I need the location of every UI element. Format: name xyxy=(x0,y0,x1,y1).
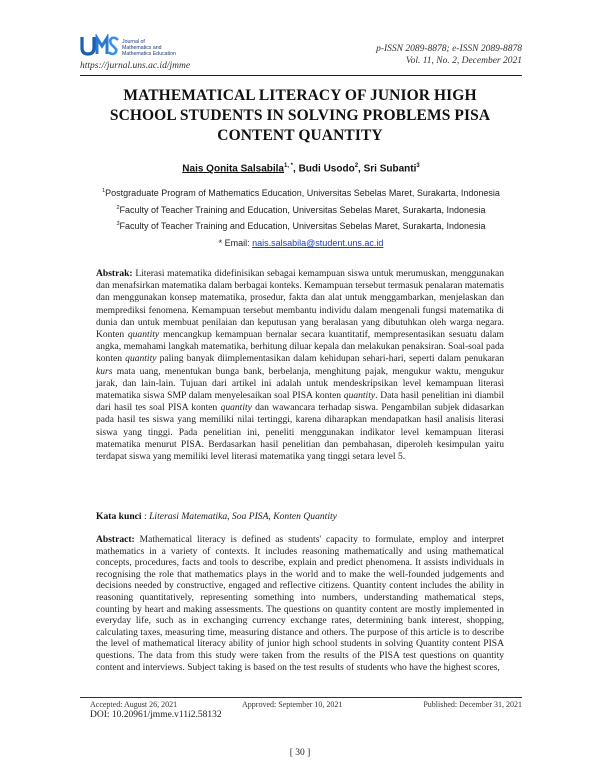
footer-divider xyxy=(80,697,522,698)
title-line: SCHOOL STUDENTS IN SOLVING PROBLEMS PISA xyxy=(109,107,491,124)
accepted-date: Accepted: August 26, 2021 xyxy=(90,700,178,709)
journal-logo xyxy=(80,34,200,62)
author-list xyxy=(80,163,522,174)
title-line: CONTENT QUANTITY xyxy=(217,127,383,144)
abstract-label: Abstract: xyxy=(96,534,135,545)
abstrak-italic: kurs xyxy=(96,365,113,377)
author-sup: 3 xyxy=(416,163,420,169)
volume-line: Vol. 11, No. 2, December 2021 xyxy=(405,56,522,66)
title-line: MATHEMATICAL LITERACY OF JUNIOR HIGH xyxy=(123,87,477,104)
abstract-paragraph xyxy=(96,534,504,696)
author-sup: 1, * xyxy=(284,163,294,169)
abstrak-italic: quantity xyxy=(127,329,160,341)
affiliation-text: Faculty of Teacher Training and Education, Universitas Sebelas Maret, Surakarta, Indonesia xyxy=(119,221,486,231)
abstrak-italic: quantity xyxy=(125,353,157,365)
kata-kunci-label: Kata kunci xyxy=(96,511,142,522)
email-label: * Email: xyxy=(218,238,253,248)
abstrak-paragraph xyxy=(96,268,504,463)
issn-line: p-ISSN 2089-8878; e-ISSN 2089-8878 xyxy=(376,44,522,54)
affiliation xyxy=(80,217,522,234)
abstrak-text: dan wawancara terhadap siswa. Pengambilan subjek didasarkan pada hasil tes siswa yang memiliki nilai tertinggi, karena diharapkan mendapatkan hasil analisis literasi siswa yang tinggi. Pada penelitian ini, peneliti menggunakan indikator level kemampuan literasi matematika menurut PISA. Berdasarkan hasil penelitian dan pembahasan, diperoleh kesimpulan yaitu terdapat siswa yang memiliki level literasi matematika yang tinggi setara level 5. xyxy=(96,402,505,463)
abstrak-text: mata uang, menentukan bunga bank, berbelanja, menghitung pajak, mengukur waktu, mengukur jarak, dan lain-lain. Tujuan dari artikel ini adalah untuk mendeskripsikan level kemampuan literasi matematika siswa SMP dalam menyelesaikan soal PISA konten xyxy=(96,365,504,402)
doi[interactable]: DOI: 10.20961/jmme.v11i2.58132 xyxy=(90,710,222,720)
abstrak-text: paling banyak diimplementasikan dalam kehidupan sehari-hari, seperti dalam penukaran xyxy=(156,353,504,365)
affiliation xyxy=(80,201,522,218)
abstract-text: Mathematical literacy is defined as students' capacity to formulate, employ and interpret mathematics in a variety of contexts. It includes reasoning mathematically and using mathematical concepts, procedures, facts and tools to describe, explain and predict phenomena. It assists individuals in recognising the role that mathematics plays in the world and to make the well-founded judgements and decisions needed by constructive, engaged and reflective citizens. Quantity content includes the ability in reasoning quantitatively, representing something into numbers, understanding mathematical steps, counting by heart and making assessments. The questions on quantity content are mostly implemented in everyday life, such as in exchanging currency exchange rates, determining bank interest, shopping, calculating taxes, measuring time, measuring distance and others. The purpose of this article is to describe the level of mathematical literacy ability of junior high school students in solving Quantity content PISA questions. The data from this study were taken from the results of the PISA test questions on quantity content and interviews. Subject taking is based on the test results of students who have the highest scores, xyxy=(96,534,504,673)
author-name: , Sri Subanti xyxy=(358,163,417,175)
author-name: , Budi Usodo xyxy=(293,163,355,175)
header-divider xyxy=(80,75,522,76)
email-link[interactable]: nais.salsabila@student.uns.ac.id xyxy=(252,238,384,248)
abstrak-text: Literasi matematika didefinisikan sebagai kemampuan siswa untuk merumuskan, menggunakan dan menafsirkan matematika dalam berbagai konteks. Kemampuan tersebut termasuk penalaran matematis dan menggunakan konsep matematika, prosedur, fakta dan alat untuk menggambarkan, menjelaskan dan memprediksi fenomena. Kemampuan tersebut membantu individu dalam mengenali fungsi matematika di dunia dan untuk membuat penilaian dan keputusan yang beralasan yang dibutuhkan oleh warga negara. Konten xyxy=(96,268,504,341)
footer-dates xyxy=(90,700,522,710)
affiliation-sup: 1 xyxy=(102,188,106,194)
abstrak-text: mencangkup kemampuan bernalar secara kuantitatif, mempresentasikan sesuatu dalam angka, memahami langkah matematika, berhitung diluar kepala dan melakukan penaksiran. Soal-soal pada konten xyxy=(96,329,504,365)
approved-date: Approved: September 10, 2021 xyxy=(242,700,343,709)
affiliation-sup: 3 xyxy=(116,221,120,227)
logo-text-line: Mathematics and xyxy=(122,45,162,51)
journal-header xyxy=(80,28,522,72)
kata-kunci xyxy=(96,511,504,522)
journal-issn-block xyxy=(376,43,522,67)
affiliation-text: Postgraduate Program of Mathematics Education, Universitas Sebelas Maret, Surakarta, Indonesia xyxy=(105,188,500,198)
affiliation-sup: 2 xyxy=(116,204,120,211)
logo-text-line: Mathematics Education xyxy=(122,51,176,57)
author-sup: 2 xyxy=(354,163,359,169)
affiliation-list xyxy=(80,184,522,234)
abstrak-text: . Data hasil penelitian ini diambil dari hasil tes soal PISA konten xyxy=(96,390,504,414)
logo-text-line: Journal of xyxy=(122,39,145,45)
kata-kunci-value: Literasi Matematika, Soa PISA, Konten Quantity xyxy=(149,511,337,522)
abstrak-italic: quantity xyxy=(343,390,376,402)
affiliation xyxy=(80,184,522,201)
published-date: Published: December 31, 2021 xyxy=(423,700,522,709)
corresponding-email xyxy=(80,238,522,248)
author-name: Nais Qonita Salsabila xyxy=(182,163,284,175)
page-number: [ 30 ] xyxy=(289,748,311,758)
abstrak-label: Abstrak: xyxy=(96,268,133,279)
logo-caption xyxy=(122,39,200,57)
paper-title xyxy=(100,86,500,146)
kata-kunci-sep: : xyxy=(141,511,150,522)
jmme-logo-icon xyxy=(80,34,120,58)
journal-url[interactable]: https://jurnal.uns.ac.id/jmme xyxy=(80,61,191,71)
abstrak-italic: quantity xyxy=(220,402,252,414)
affiliation-text: Faculty of Teacher Training and Education, Universitas Sebelas Maret, Surakarta, Indonesia xyxy=(119,204,486,215)
